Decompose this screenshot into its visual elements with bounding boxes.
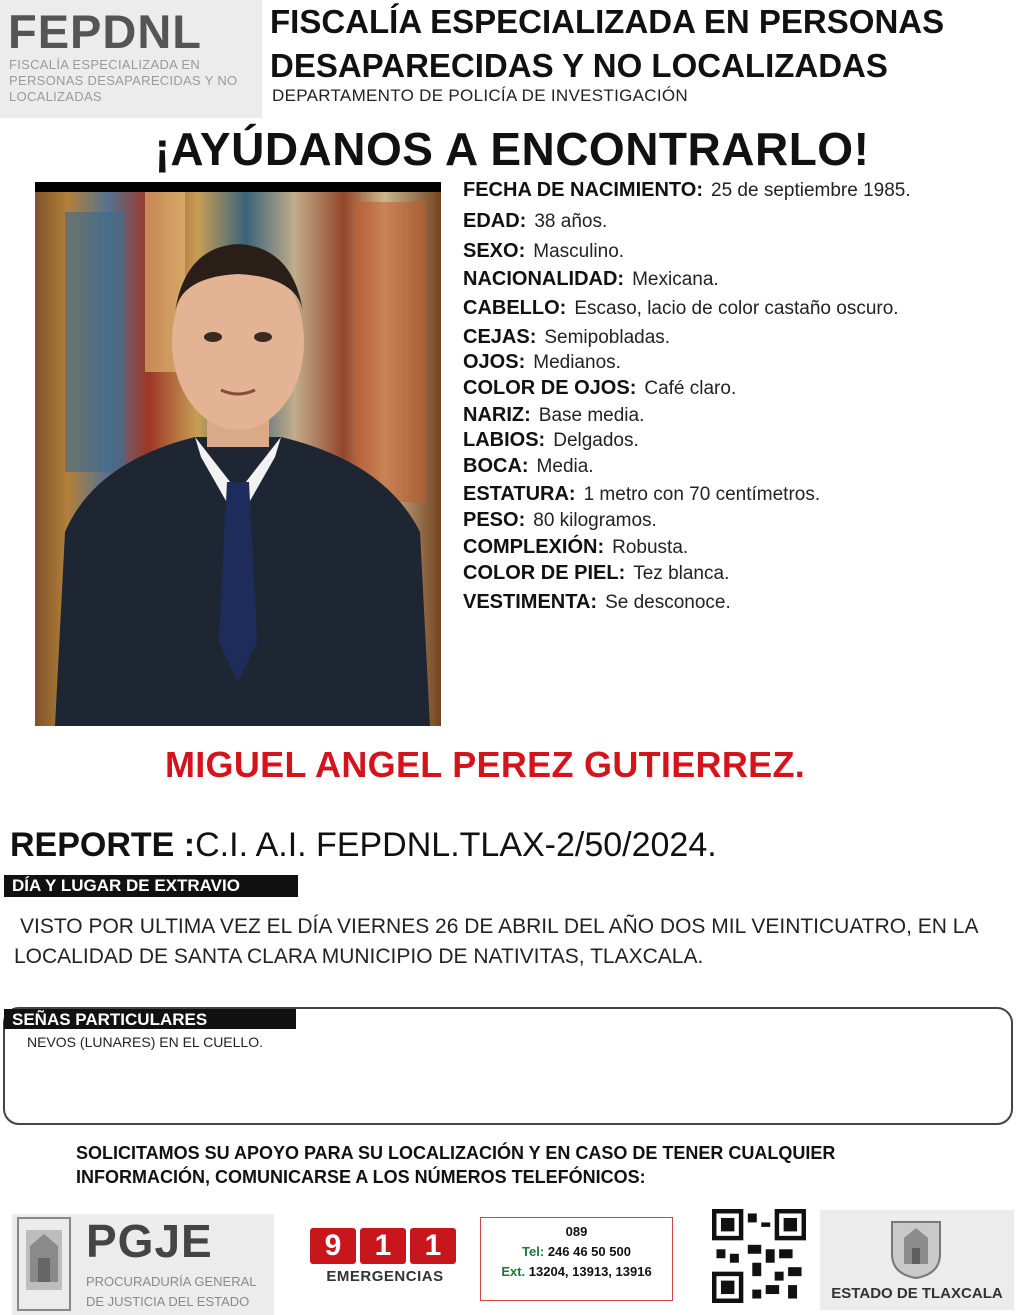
- detail-row: [463, 178, 911, 203]
- extravio-text: VISTO POR ULTIMA VEZ EL DÍA VIERNES 26 DE ABRIL DEL AÑO DOS MIL VEINTICUATRO, EN LA LOCALIDAD DE SANTA CLARA MUNICIPIO DE NATIVITAS, TLAXCALA.: [14, 915, 978, 968]
- missing-person-name: MIGUEL ANGEL PEREZ GUTIERREZ.: [164, 744, 806, 785]
- detail-value: Media.: [536, 456, 594, 477]
- detail-row: [463, 508, 657, 533]
- phone-tel-number: 246 46 50 500: [547, 1244, 631, 1259]
- pgje-logo: PGJE: [86, 1215, 213, 1267]
- phone-tel-line: [481, 1242, 672, 1262]
- phone-ext-label: Ext.: [501, 1264, 526, 1279]
- detail-label: EDAD:: [463, 210, 527, 232]
- detail-value: Base media.: [538, 405, 645, 426]
- detail-label: LABIOS:: [463, 429, 546, 451]
- detail-row: [463, 482, 820, 507]
- detail-label: OJOS:: [463, 351, 526, 373]
- tlaxcala-seal-icon: [886, 1214, 946, 1280]
- detail-value: Delgados.: [553, 430, 639, 451]
- fepdnl-logo: FEPDNL: [8, 5, 202, 58]
- pgje-seal-icon: [16, 1216, 72, 1312]
- detail-value: 1 metro con 70 centímetros.: [583, 484, 821, 505]
- detail-row: [463, 296, 899, 321]
- help-banner: ¡AYÚDANOS A ENCONTRARLO!: [154, 123, 870, 175]
- detail-value: Tez blanca.: [633, 563, 730, 584]
- phone-ext-line: [481, 1262, 672, 1282]
- e911-digit: 1: [410, 1228, 456, 1264]
- phone-tel-label: Tel:: [522, 1244, 545, 1259]
- detail-row: [463, 590, 731, 615]
- detail-value: 38 años.: [534, 211, 608, 232]
- contact-request: SOLICITAMOS SU APOYO PARA SU LOCALIZACIÓN Y EN CASO DE TENER CUALQUIER INFORMACIÓN, COMUNICARSE A LOS NÚMEROS TELEFÓNICOS:: [76, 1143, 836, 1187]
- emergency-911-logo: [310, 1228, 460, 1285]
- estado-tlaxcala: ESTADO DE TLAXCALA: [831, 1285, 1003, 1302]
- detail-row: [463, 561, 729, 586]
- detail-label: CEJAS:: [463, 326, 537, 348]
- detail-label: COMPLEXIÓN:: [463, 536, 605, 558]
- agency-title-line2: DESAPARECIDAS Y NO LOCALIZADAS: [270, 47, 888, 84]
- phone-089: 089: [565, 1224, 588, 1239]
- detail-row: [463, 376, 736, 401]
- detail-label: CABELLO:: [463, 297, 567, 319]
- detail-row: [463, 535, 688, 560]
- missing-person-photo: [35, 182, 441, 726]
- detail-row: [463, 325, 670, 350]
- detail-label: FECHA DE NACIMIENTO:: [463, 179, 703, 201]
- detail-label: NACIONALIDAD:: [463, 268, 625, 290]
- detail-label: COLOR DE PIEL:: [463, 562, 626, 584]
- detail-row: [463, 454, 594, 479]
- department-subtitle: DEPARTAMENTO DE POLICÍA DE INVESTIGACIÓN: [272, 86, 688, 105]
- report-number: [10, 826, 717, 865]
- detail-label: NARIZ:: [463, 404, 531, 426]
- detail-label: PESO:: [463, 509, 526, 531]
- detail-value: 80 kilogramos.: [533, 510, 657, 531]
- detail-value: Mexicana.: [632, 269, 719, 290]
- detail-label: COLOR DE OJOS:: [463, 377, 637, 399]
- detail-value: Café claro.: [644, 378, 737, 399]
- detail-row: [463, 209, 607, 234]
- detail-value: Escaso, lacio de color castaño oscuro.: [574, 298, 899, 319]
- phone-ext-numbers: 13204, 13913, 13916: [528, 1264, 652, 1279]
- report-label: REPORTE :: [10, 826, 196, 864]
- detail-row: [463, 267, 719, 292]
- agency-title: [270, 0, 944, 88]
- detail-value: 25 de septiembre 1985.: [711, 180, 911, 201]
- report-value: C.I. A.I. FEPDNL.TLAX-2/50/2024.: [195, 826, 717, 864]
- detail-label: ESTATURA:: [463, 483, 576, 505]
- detail-label: VESTIMENTA:: [463, 591, 598, 613]
- detail-value: Masculino.: [533, 241, 625, 262]
- detail-value: Medianos.: [533, 352, 621, 373]
- detail-label: BOCA:: [463, 455, 529, 477]
- qr-code-icon: [712, 1209, 806, 1303]
- detail-row: [463, 350, 621, 375]
- detail-label: SEXO:: [463, 240, 526, 262]
- agency-title-line1: FISCALÍA ESPECIALIZADA EN PERSONAS: [270, 3, 945, 40]
- senas-label: SEÑAS PARTICULARES: [4, 1009, 296, 1029]
- fepdnl-logo-subtitle: FISCALÍA ESPECIALIZADA EN PERSONAS DESAPARECIDAS Y NO LOCALIZADAS: [9, 57, 238, 104]
- e911-label: EMERGENCIAS: [326, 1268, 444, 1285]
- detail-row: [463, 239, 624, 264]
- detail-row: [463, 403, 644, 428]
- detail-row: [463, 428, 639, 453]
- pgje-subtitle: PROCURADURÍA GENERAL DE JUSTICIA DEL ESTADO: [86, 1274, 256, 1309]
- portrait-illustration: [35, 192, 441, 726]
- detail-value: Semipobladas.: [544, 327, 671, 348]
- senas-value: NEVOS (LUNARES) EN EL CUELLO.: [27, 1034, 263, 1050]
- detail-value: Se desconoce.: [605, 592, 731, 613]
- e911-digit: 9: [310, 1228, 356, 1264]
- e911-digit: 1: [360, 1228, 406, 1264]
- detail-value: Robusta.: [612, 537, 689, 558]
- phone-box: [480, 1217, 673, 1301]
- extravio-label: DÍA Y LUGAR DE EXTRAVIO: [4, 875, 298, 897]
